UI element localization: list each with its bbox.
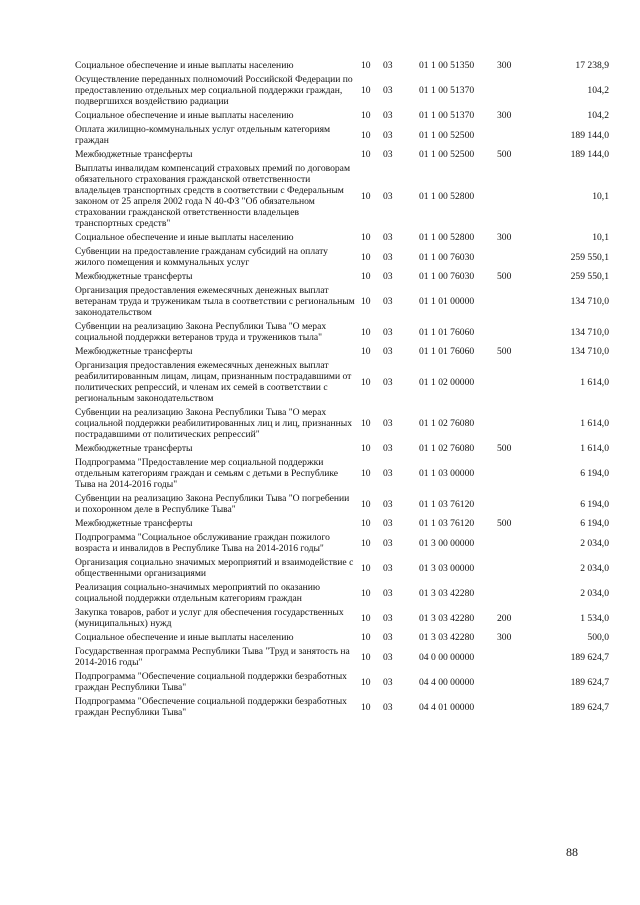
row-section-code: 10	[361, 468, 371, 479]
row-name: Организация предоставления ежемесячных денежных выплат ветеранам труда и труженикам тыла в соответствии с региональным законодательством	[75, 285, 355, 318]
row-subsection-code: 03	[383, 190, 393, 202]
row-subsection-code: 03	[383, 562, 393, 574]
table-row	[75, 123, 609, 148]
row-section-code: 10	[361, 60, 371, 71]
row-target-article-code: 01 1 02 76080	[419, 443, 475, 454]
row-target-article-code: 01 1 00 51350	[419, 60, 475, 71]
row-name: Подпрограмма "Предоставление мер социальной поддержки отдельным категориям граждан и семьям с детьми в Республике Тыва на 2014-2016 годы"	[75, 457, 339, 490]
row-name: Подпрограмма "Социальное обслуживание граждан пожилого возраста и инвалидов в Республике Тыва на 2014-2016 годы"	[75, 532, 330, 554]
row-amount: 2 034,0	[580, 587, 609, 599]
table-row	[75, 320, 609, 345]
row-section-code: 10	[361, 632, 371, 643]
row-name: Социальное обеспечение и иные выплаты населению	[75, 60, 294, 71]
table-row	[75, 517, 609, 531]
row-expense-type-code: 200	[497, 612, 512, 624]
row-amount: 1 534,0	[580, 612, 609, 624]
row-subsection-code: 03	[383, 296, 393, 307]
row-amount: 10,1	[592, 232, 609, 243]
row-expense-type-code	[497, 162, 531, 231]
row-target-article-code: 01 1 00 51370	[419, 85, 475, 96]
row-subsection-code: 03	[383, 651, 393, 663]
table-row	[75, 631, 609, 645]
row-amount: 189 624,7	[570, 701, 609, 713]
row-subsection-code: 03	[383, 149, 393, 160]
row-section-code: 10	[361, 110, 371, 121]
row-expense-type-code	[497, 320, 531, 345]
table-row	[75, 531, 609, 556]
table-row	[75, 59, 609, 73]
row-target-article-code: 01 1 00 76030	[419, 271, 475, 282]
row-expense-type-code: 300	[497, 632, 512, 643]
row-amount: 6 194,0	[580, 498, 609, 510]
row-name: Межбюджетные трансферты	[75, 443, 193, 454]
row-section-code: 10	[361, 676, 371, 688]
row-target-article-code: 01 1 03 76120	[419, 518, 475, 529]
row-name: Социальное обеспечение и иные выплаты населению	[75, 232, 294, 243]
table-row	[75, 245, 609, 270]
row-subsection-code: 03	[383, 537, 393, 549]
row-amount: 134 710,0	[570, 296, 609, 307]
page-number: 88	[566, 845, 578, 859]
row-name: Организация предоставления ежемесячных денежных выплат реабилитированным лицам, лицам, признанным пострадавшими от политических репрессий, и членам их семей в соответствии с региональным законодательством	[75, 360, 352, 404]
row-amount: 1 614,0	[580, 443, 609, 454]
row-name: Межбюджетные трансферты	[75, 149, 193, 160]
row-target-article-code: 01 3 03 42280	[419, 587, 475, 599]
row-expense-type-code	[497, 670, 531, 695]
row-name: Государственная программа Республики Тыва "Труд и занятость на 2014-2016 годы"	[75, 646, 350, 668]
row-amount: 189 624,7	[570, 651, 609, 663]
row-amount: 134 710,0	[570, 346, 609, 357]
row-section-code: 10	[361, 418, 371, 429]
row-amount: 104,2	[587, 85, 609, 96]
row-amount: 259 550,1	[570, 271, 609, 282]
row-subsection-code: 03	[383, 498, 393, 510]
row-expense-type-code	[497, 492, 531, 517]
row-subsection-code: 03	[383, 232, 393, 243]
row-subsection-code: 03	[383, 110, 393, 121]
row-subsection-code: 03	[383, 701, 393, 713]
row-amount: 6 194,0	[580, 468, 609, 479]
row-amount: 17 238,9	[575, 60, 609, 71]
row-target-article-code: 01 3 00 00000	[419, 537, 475, 549]
row-expense-type-code: 500	[497, 271, 512, 282]
row-expense-type-code	[497, 406, 531, 442]
table-row	[75, 645, 609, 670]
row-expense-type-code	[497, 73, 531, 109]
row-subsection-code: 03	[383, 468, 393, 479]
table-row	[75, 345, 609, 359]
table-row	[75, 581, 609, 606]
row-section-code: 10	[361, 129, 371, 141]
row-amount: 2 034,0	[580, 562, 609, 574]
row-section-code: 10	[361, 346, 371, 357]
row-section-code: 10	[361, 296, 371, 307]
table-row	[75, 359, 609, 406]
row-target-article-code: 01 1 03 76120	[419, 498, 475, 510]
row-expense-type-code	[497, 456, 531, 492]
row-target-article-code: 01 3 03 00000	[419, 562, 475, 574]
row-section-code: 10	[361, 562, 371, 574]
table-row	[75, 270, 609, 284]
row-subsection-code: 03	[383, 518, 393, 529]
row-name: Организация социально значимых мероприятий и взаимодействие с общественными организациями	[75, 557, 354, 579]
row-subsection-code: 03	[383, 251, 393, 263]
row-amount: 134 710,0	[570, 326, 609, 338]
table-row	[75, 670, 609, 695]
table-row	[75, 406, 609, 442]
row-amount: 1 614,0	[580, 376, 609, 388]
table-row	[75, 162, 609, 231]
row-section-code: 10	[361, 251, 371, 263]
row-target-article-code: 01 1 00 51370	[419, 110, 475, 121]
row-subsection-code: 03	[383, 326, 393, 338]
row-target-article-code: 04 4 01 00000	[419, 701, 475, 713]
row-amount: 189 144,0	[570, 129, 609, 141]
row-section-code: 10	[361, 701, 371, 713]
row-subsection-code: 03	[383, 612, 393, 624]
row-section-code: 10	[361, 85, 371, 96]
row-name: Межбюджетные трансферты	[75, 346, 193, 357]
row-target-article-code: 01 3 03 42280	[419, 612, 475, 624]
row-subsection-code: 03	[383, 632, 393, 643]
row-subsection-code: 03	[383, 60, 393, 71]
row-amount: 259 550,1	[570, 251, 609, 263]
row-expense-type-code	[497, 645, 531, 670]
row-name: Реализация социально-значимых мероприятий по оказанию социальной поддержки отдельным категориям граждан	[75, 582, 321, 604]
row-amount: 104,2	[587, 110, 609, 121]
row-section-code: 10	[361, 376, 371, 388]
row-name: Субвенции на реализацию Закона Республики Тыва "О погребении и похоронном деле в Республике Тыва"	[75, 493, 350, 515]
table-row	[75, 231, 609, 245]
row-name: Подпрограмма "Обеспечение социальной поддержки безработных граждан Республики Тыва"	[75, 671, 347, 693]
row-target-article-code: 01 1 00 76030	[419, 251, 475, 263]
row-name: Социальное обеспечение и иные выплаты населению	[75, 110, 294, 121]
row-expense-type-code: 500	[497, 346, 512, 357]
budget-table-body	[75, 59, 609, 720]
table-row	[75, 606, 609, 631]
row-name: Субвенции на реализацию Закона Республики Тыва "О мерах социальной поддержки реабилитированных лиц и лиц, признанных пострадавшими от политических репрессий"	[75, 407, 353, 440]
row-section-code: 10	[361, 190, 371, 202]
row-expense-type-code: 500	[497, 443, 512, 454]
table-row	[75, 442, 609, 456]
row-expense-type-code	[497, 531, 531, 556]
row-section-code: 10	[361, 537, 371, 549]
table-row	[75, 148, 609, 162]
row-amount: 2 034,0	[580, 537, 609, 549]
row-section-code: 10	[361, 587, 371, 599]
table-row	[75, 456, 609, 492]
row-amount: 500,0	[587, 632, 609, 643]
row-section-code: 10	[361, 612, 371, 624]
row-expense-type-code	[497, 556, 531, 581]
row-target-article-code: 01 1 00 52500	[419, 129, 475, 141]
row-target-article-code: 01 1 00 52500	[419, 149, 475, 160]
table-row	[75, 492, 609, 517]
row-target-article-code: 04 0 00 00000	[419, 651, 475, 663]
row-expense-type-code: 300	[497, 232, 512, 243]
table-row	[75, 556, 609, 581]
row-expense-type-code	[497, 245, 531, 270]
row-subsection-code: 03	[383, 129, 393, 141]
row-name: Подпрограмма "Обеспечение социальной поддержки безработных граждан Республики Тыва"	[75, 696, 347, 718]
row-target-article-code: 01 1 01 00000	[419, 296, 475, 307]
row-name: Социальное обеспечение и иные выплаты населению	[75, 632, 294, 643]
row-target-article-code: 01 1 00 52800	[419, 190, 475, 202]
row-expense-type-code: 300	[497, 60, 512, 71]
row-amount: 1 614,0	[580, 418, 609, 429]
row-subsection-code: 03	[383, 271, 393, 282]
row-expense-type-code: 300	[497, 110, 512, 121]
table-row	[75, 73, 609, 109]
row-subsection-code: 03	[383, 587, 393, 599]
row-section-code: 10	[361, 232, 371, 243]
row-target-article-code: 01 1 01 76060	[419, 346, 475, 357]
row-name: Закупка товаров, работ и услуг для обеспечения государственных (муниципальных) нужд	[75, 607, 344, 629]
row-subsection-code: 03	[383, 346, 393, 357]
row-amount: 10,1	[592, 190, 609, 202]
row-expense-type-code	[497, 581, 531, 606]
row-subsection-code: 03	[383, 676, 393, 688]
row-target-article-code: 01 1 01 76060	[419, 326, 475, 338]
row-section-code: 10	[361, 518, 371, 529]
row-section-code: 10	[361, 651, 371, 663]
row-name: Субвенции на реализацию Закона Республики Тыва "О мерах социальной поддержки ветеранов труда и тружеников тыла"	[75, 321, 327, 343]
row-expense-type-code	[497, 695, 531, 720]
row-expense-type-code: 500	[497, 518, 512, 529]
row-section-code: 10	[361, 326, 371, 338]
row-subsection-code: 03	[383, 85, 393, 96]
row-amount: 189 624,7	[570, 676, 609, 688]
row-name: Субвенции на предоставление гражданам субсидий на оплату жилого помещения и коммунальных услуг	[75, 246, 328, 268]
table-row	[75, 109, 609, 123]
row-name: Межбюджетные трансферты	[75, 271, 193, 282]
row-expense-type-code	[497, 359, 531, 406]
table-row	[75, 284, 609, 320]
row-section-code: 10	[361, 271, 371, 282]
row-expense-type-code: 500	[497, 149, 512, 160]
row-target-article-code: 01 1 03 00000	[419, 468, 475, 479]
row-name: Оплата жилищно-коммунальных услуг отдельным категориям граждан	[75, 124, 331, 146]
row-section-code: 10	[361, 443, 371, 454]
row-target-article-code: 01 1 00 52800	[419, 232, 475, 243]
row-target-article-code: 01 3 03 42280	[419, 632, 475, 643]
row-target-article-code: 04 4 00 00000	[419, 676, 475, 688]
row-section-code: 10	[361, 498, 371, 510]
row-name: Межбюджетные трансферты	[75, 518, 193, 529]
row-subsection-code: 03	[383, 376, 393, 388]
row-subsection-code: 03	[383, 443, 393, 454]
row-section-code: 10	[361, 149, 371, 160]
row-subsection-code: 03	[383, 418, 393, 429]
row-target-article-code: 01 1 02 00000	[419, 376, 475, 388]
row-name: Осуществление переданных полномочий Российской Федерации по предоставлению отдельных мер социальной поддержки граждан, подвергшихся воздействию радиации	[75, 74, 353, 107]
row-expense-type-code	[497, 284, 531, 320]
row-target-article-code: 01 1 02 76080	[419, 418, 475, 429]
table-row	[75, 695, 609, 720]
row-expense-type-code	[497, 123, 531, 148]
row-amount: 6 194,0	[580, 518, 609, 529]
row-name: Выплаты инвалидам компенсаций страховых премий по договорам обязательного страхования гражданской ответственности владельцев транспортных средств в соответствии с Федеральным законом от 25 апреля 2002 года N 40-ФЗ "Об обязательном страховании гражданской ответственности владельцев транспортных средств"	[75, 163, 351, 229]
budget-table	[75, 59, 609, 720]
row-amount: 189 144,0	[570, 149, 609, 160]
